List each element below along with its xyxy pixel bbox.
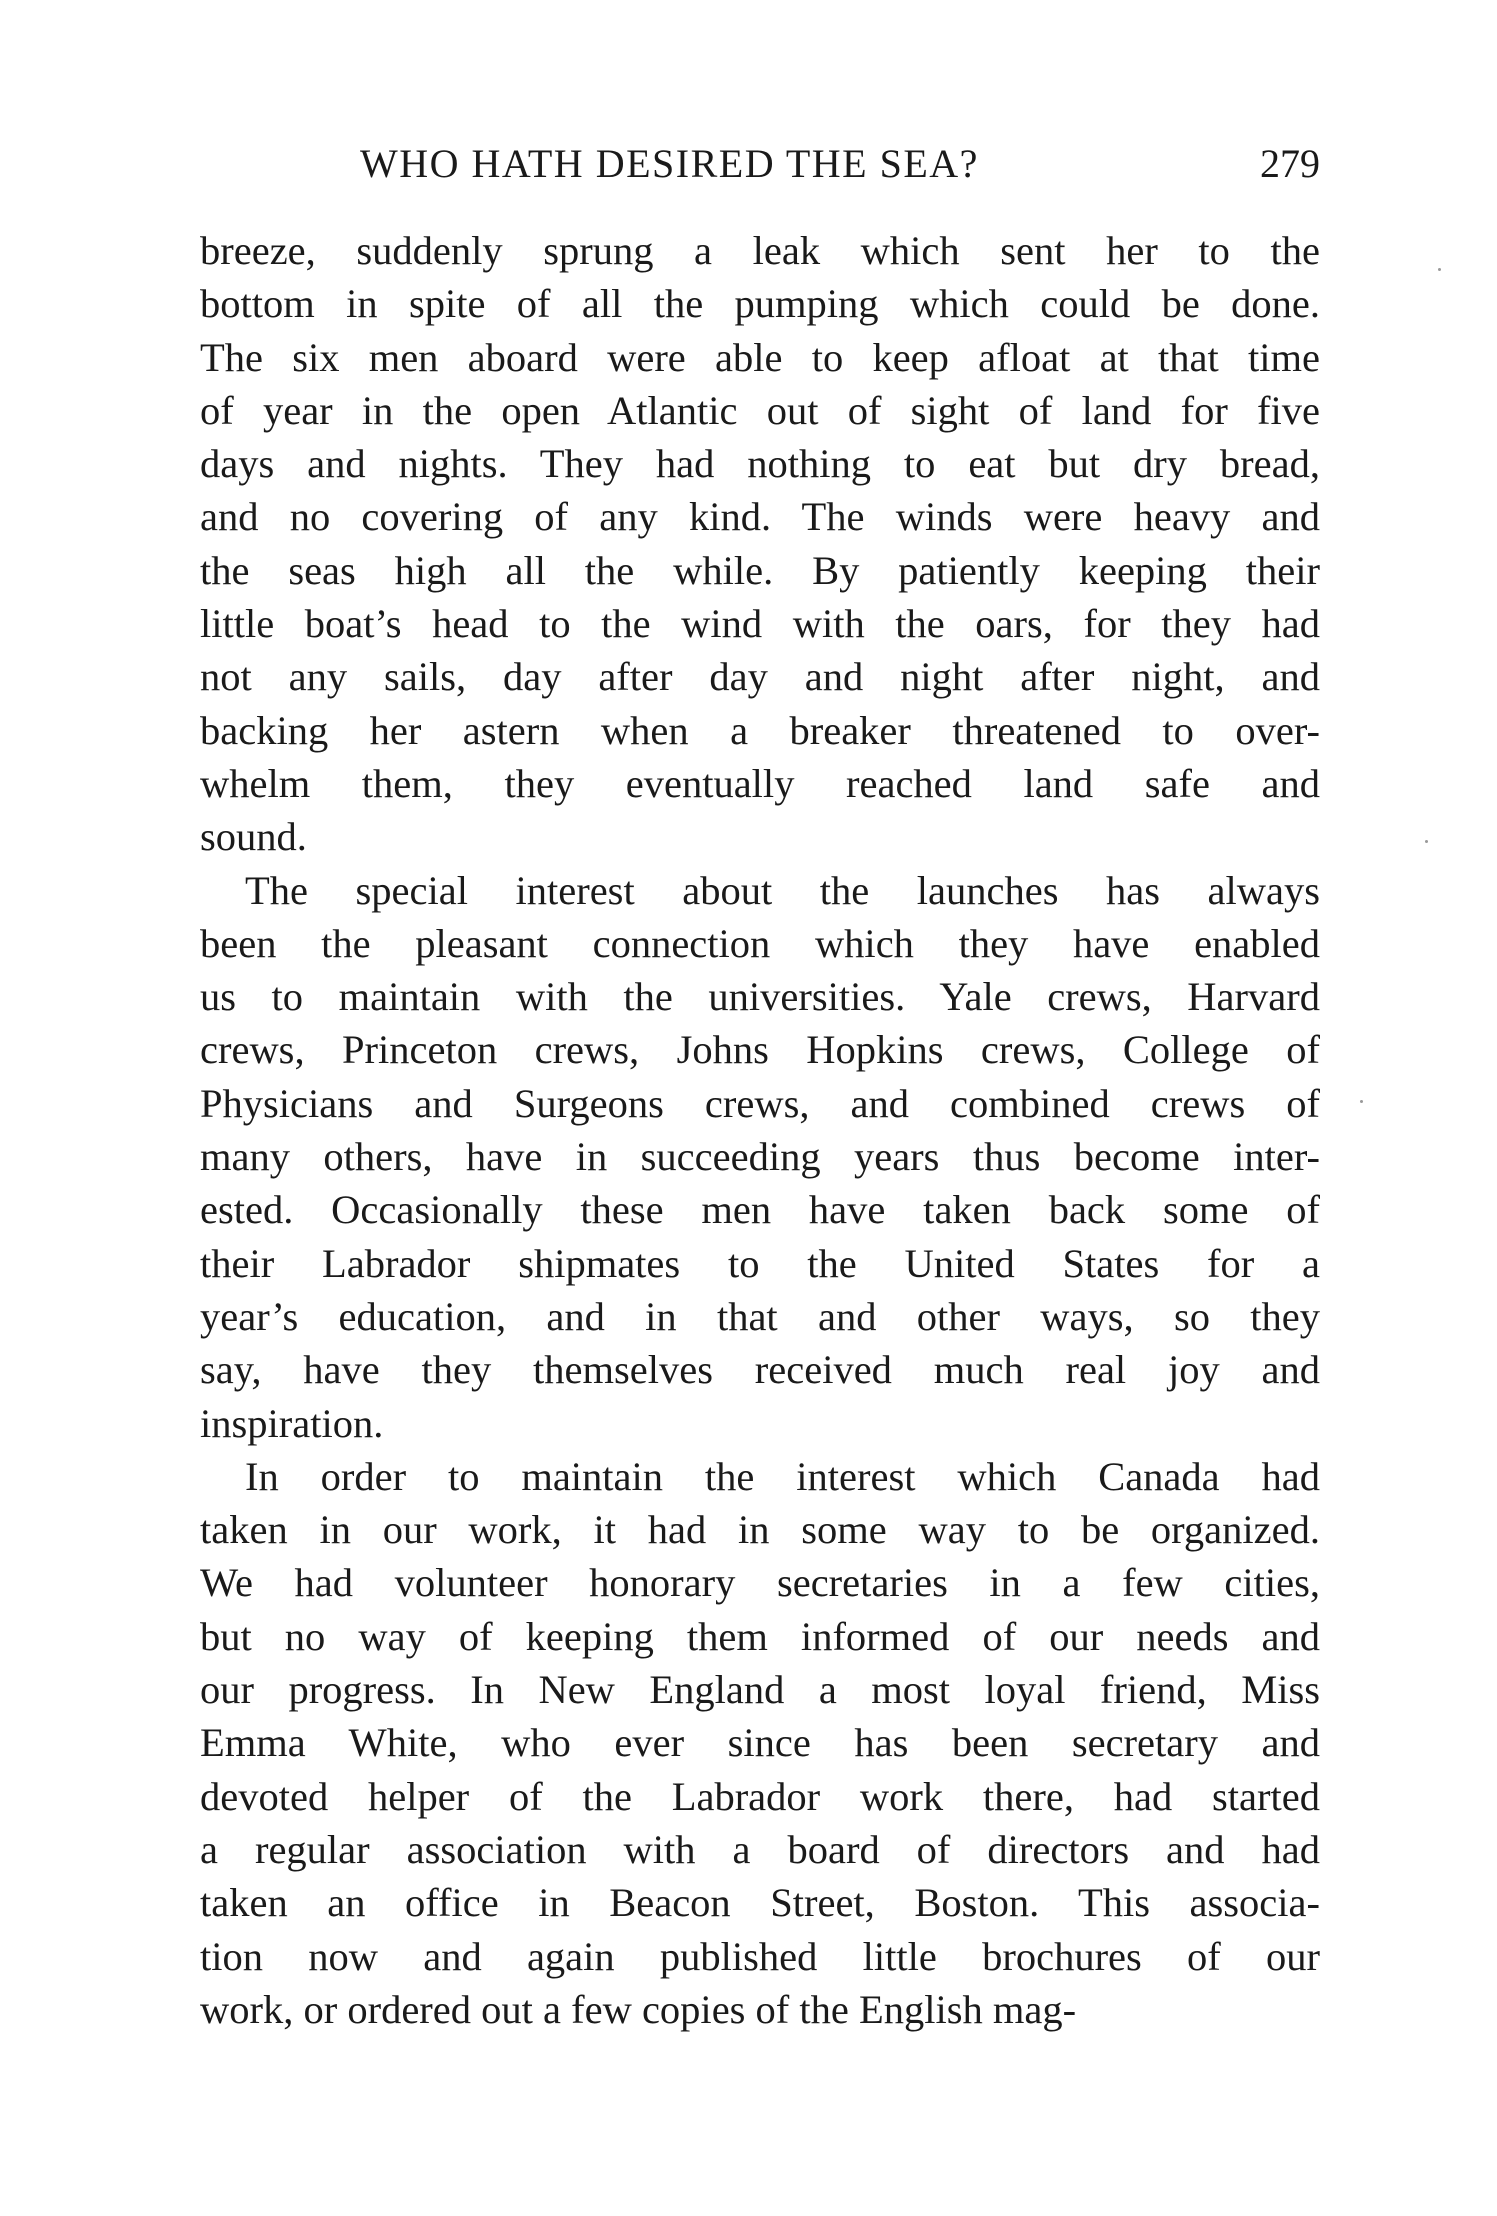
text-line: work, or ordered out a few copies of the English mag- bbox=[200, 1986, 1077, 2032]
text-line: sound. bbox=[200, 814, 307, 860]
text-line: Physicians and Surgeons crews, and combined crews of bbox=[200, 1080, 1320, 1126]
text-line: many others, have in succeeding years thus become inter- bbox=[200, 1134, 1320, 1180]
page-number: 279 bbox=[1260, 141, 1320, 186]
text-line: tion now and again published little brochures of our bbox=[200, 1933, 1320, 1979]
paragraph bbox=[200, 1450, 1320, 2036]
text-line: little boat’s head to the wind with the oars, for they had bbox=[200, 601, 1320, 647]
text-line: the seas high all the while. By patiently keeping their bbox=[200, 547, 1320, 593]
text-line: In order to maintain the interest which Canada had bbox=[245, 1453, 1320, 1499]
text-line: days and nights. They had nothing to eat but dry bread, bbox=[200, 441, 1320, 487]
text-line: taken in our work, it had in some way to be organized. bbox=[200, 1507, 1320, 1553]
text-line: backing her astern when a breaker threatened to over- bbox=[200, 707, 1320, 753]
page-header bbox=[200, 140, 1320, 200]
margin-speck bbox=[1425, 840, 1428, 843]
paragraph bbox=[200, 864, 1320, 1450]
margin-speck bbox=[1438, 268, 1441, 271]
text-line: The special interest about the launches has always bbox=[245, 867, 1320, 913]
text-line: crews, Princeton crews, Johns Hopkins crews, College of bbox=[200, 1027, 1320, 1073]
text-line: our progress. In New England a most loyal friend, Miss bbox=[200, 1667, 1320, 1713]
text-line: devoted helper of the Labrador work there, had started bbox=[200, 1773, 1320, 1819]
text-line: year’s education, and in that and other ways, so they bbox=[200, 1293, 1320, 1339]
text-line: bottom in spite of all the pumping which could be done. bbox=[200, 281, 1320, 327]
text-line: been the pleasant connection which they have enabled bbox=[200, 920, 1320, 966]
text-line: say, have they themselves received much real joy and bbox=[200, 1347, 1320, 1393]
text-line: inspiration. bbox=[200, 1400, 384, 1446]
text-line: breeze, suddenly sprung a leak which sent her to the bbox=[200, 228, 1320, 273]
margin-speck bbox=[1360, 1100, 1363, 1103]
text-line: us to maintain with the universities. Yale crews, Harvard bbox=[200, 974, 1320, 1020]
text-line: The six men aboard were able to keep afloat at that time bbox=[200, 334, 1320, 380]
text-line: not any sails, day after day and night after night, and bbox=[200, 654, 1320, 700]
body-text bbox=[200, 224, 1320, 2036]
text-line: whelm them, they eventually reached land safe and bbox=[200, 760, 1320, 806]
text-line: but no way of keeping them informed of our needs and bbox=[200, 1613, 1320, 1659]
text-line: of year in the open Atlantic out of sight of land for five bbox=[200, 387, 1320, 433]
paragraph bbox=[200, 224, 1320, 864]
text-line: and no covering of any kind. The winds were heavy and bbox=[200, 494, 1320, 540]
text-line: taken an office in Beacon Street, Boston. This associa- bbox=[200, 1880, 1320, 1926]
text-line: Emma White, who ever since has been secretary and bbox=[200, 1720, 1320, 1766]
text-line: We had volunteer honorary secretaries in a few cities, bbox=[200, 1560, 1320, 1606]
text-line: their Labrador shipmates to the United States for a bbox=[200, 1240, 1320, 1286]
text-line: ested. Occasionally these men have taken back some of bbox=[200, 1187, 1320, 1233]
text-line: a regular association with a board of directors and had bbox=[200, 1826, 1320, 1872]
running-title: WHO HATH DESIRED THE SEA? bbox=[360, 141, 979, 186]
